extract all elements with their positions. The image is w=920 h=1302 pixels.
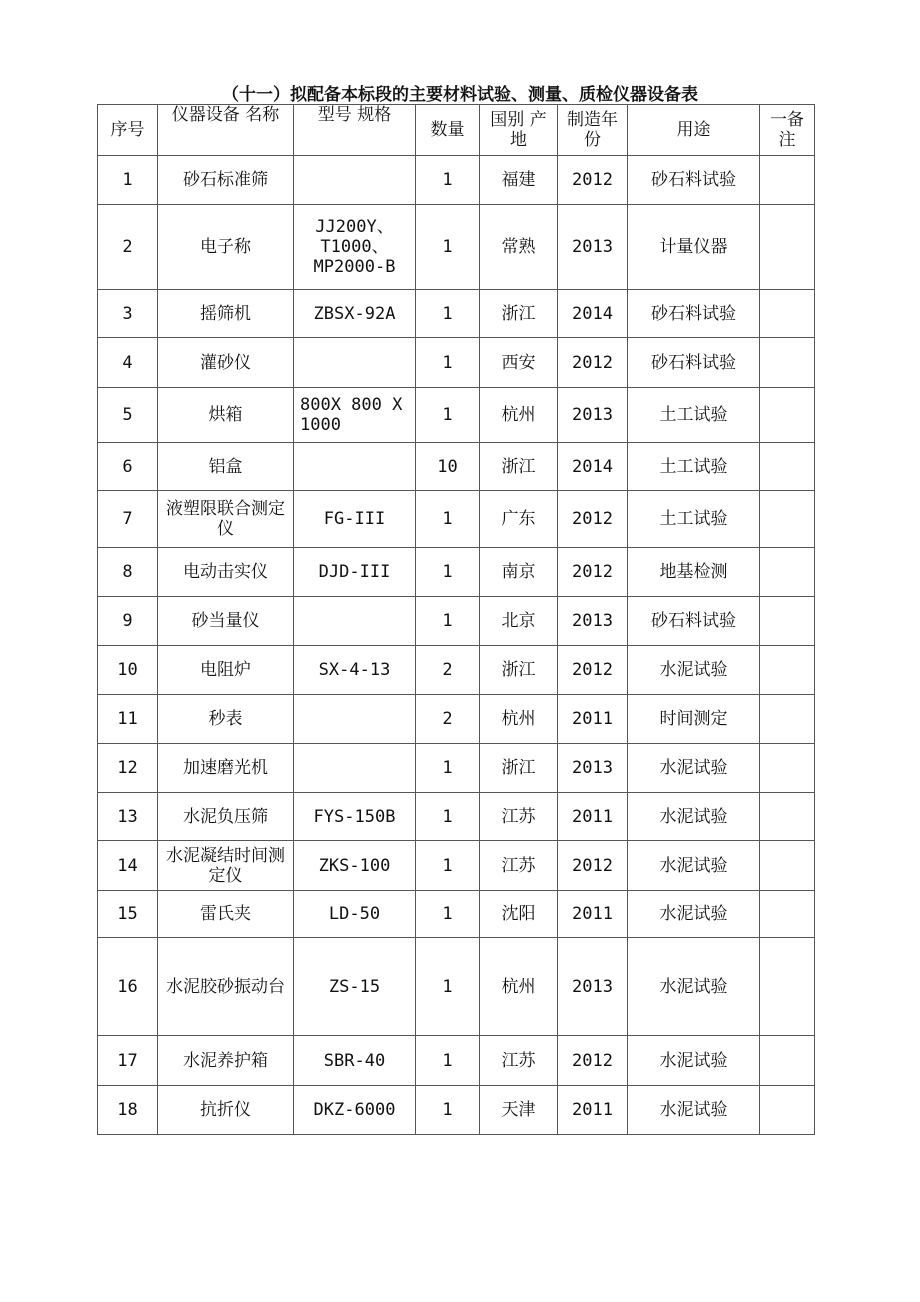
table-row <box>98 891 815 938</box>
table-row <box>98 597 815 646</box>
cell-model <box>294 338 416 388</box>
cell-year: 2014 <box>558 443 628 491</box>
cell-no: 15 <box>98 891 158 938</box>
cell-qty: 2 <box>416 695 480 744</box>
cell-name: 烘箱 <box>158 388 294 443</box>
cell-qty: 1 <box>416 205 480 290</box>
cell-remark <box>760 338 815 388</box>
cell-remark <box>760 695 815 744</box>
cell-origin: 福建 <box>480 156 558 205</box>
cell-name: 砂石标准筛 <box>158 156 294 205</box>
cell-use: 砂石料试验 <box>628 597 760 646</box>
cell-origin: 广东 <box>480 491 558 548</box>
cell-year: 2012 <box>558 156 628 205</box>
cell-name: 灌砂仪 <box>158 338 294 388</box>
table-row <box>98 646 815 695</box>
table-title: （十一）拟配备本标段的主要材料试验、测量、质检仪器设备表 <box>222 85 698 105</box>
cell-model <box>294 597 416 646</box>
table-row <box>98 695 815 744</box>
cell-model: SBR-40 <box>294 1036 416 1086</box>
cell-no: 11 <box>98 695 158 744</box>
cell-use: 水泥试验 <box>628 793 760 841</box>
cell-model <box>294 695 416 744</box>
cell-no: 4 <box>98 338 158 388</box>
header-name: 仪器设备 名称 <box>158 105 294 156</box>
cell-no: 8 <box>98 548 158 597</box>
cell-name: 抗折仪 <box>158 1086 294 1135</box>
cell-remark <box>760 793 815 841</box>
cell-name: 雷氏夹 <box>158 891 294 938</box>
table-row <box>98 841 815 891</box>
cell-qty: 1 <box>416 744 480 793</box>
cell-name: 电阻炉 <box>158 646 294 695</box>
cell-year: 2014 <box>558 290 628 338</box>
cell-remark <box>760 646 815 695</box>
cell-remark <box>760 841 815 891</box>
cell-no: 10 <box>98 646 158 695</box>
table-row <box>98 1036 815 1086</box>
cell-name: 水泥胶砂振动台 <box>158 938 294 1036</box>
cell-use: 地基检测 <box>628 548 760 597</box>
cell-origin: 天津 <box>480 1086 558 1135</box>
cell-qty: 1 <box>416 156 480 205</box>
cell-year: 2013 <box>558 938 628 1036</box>
cell-qty: 1 <box>416 338 480 388</box>
cell-remark <box>760 938 815 1036</box>
cell-use: 水泥试验 <box>628 646 760 695</box>
cell-year: 2011 <box>558 695 628 744</box>
cell-origin: 西安 <box>480 338 558 388</box>
cell-use: 砂石料试验 <box>628 338 760 388</box>
cell-year: 2012 <box>558 841 628 891</box>
cell-model: SX-4-13 <box>294 646 416 695</box>
cell-name: 铝盒 <box>158 443 294 491</box>
header-origin: 国别 产地 <box>480 105 558 156</box>
cell-remark <box>760 156 815 205</box>
table-row <box>98 744 815 793</box>
header-no: 序号 <box>98 105 158 156</box>
cell-use: 水泥试验 <box>628 1086 760 1135</box>
cell-year: 2012 <box>558 1036 628 1086</box>
cell-qty: 1 <box>416 1086 480 1135</box>
cell-model: DKZ-6000 <box>294 1086 416 1135</box>
cell-year: 2012 <box>558 646 628 695</box>
cell-remark <box>760 891 815 938</box>
cell-name: 加速磨光机 <box>158 744 294 793</box>
cell-no: 18 <box>98 1086 158 1135</box>
cell-use: 时间测定 <box>628 695 760 744</box>
header-qty: 数量 <box>416 105 480 156</box>
cell-name: 砂当量仪 <box>158 597 294 646</box>
cell-name: 水泥养护箱 <box>158 1036 294 1086</box>
cell-remark <box>760 1036 815 1086</box>
cell-qty: 1 <box>416 290 480 338</box>
cell-origin: 浙江 <box>480 646 558 695</box>
cell-name: 电动击实仪 <box>158 548 294 597</box>
cell-qty: 1 <box>416 841 480 891</box>
equipment-table <box>97 104 815 1135</box>
table-row <box>98 290 815 338</box>
table-row <box>98 793 815 841</box>
cell-no: 3 <box>98 290 158 338</box>
header-year: 制造年份 <box>558 105 628 156</box>
cell-qty: 1 <box>416 938 480 1036</box>
cell-use: 水泥试验 <box>628 891 760 938</box>
cell-remark <box>760 597 815 646</box>
table-body <box>98 156 815 1135</box>
cell-year: 2013 <box>558 388 628 443</box>
cell-no: 1 <box>98 156 158 205</box>
cell-use: 土工试验 <box>628 491 760 548</box>
cell-year: 2012 <box>558 338 628 388</box>
cell-model: ZKS-100 <box>294 841 416 891</box>
cell-use: 水泥试验 <box>628 744 760 793</box>
cell-origin: 浙江 <box>480 443 558 491</box>
cell-year: 2011 <box>558 1086 628 1135</box>
cell-qty: 10 <box>416 443 480 491</box>
cell-name: 电子称 <box>158 205 294 290</box>
cell-origin: 杭州 <box>480 695 558 744</box>
cell-model <box>294 443 416 491</box>
cell-qty: 2 <box>416 646 480 695</box>
cell-qty: 1 <box>416 388 480 443</box>
table-row <box>98 338 815 388</box>
cell-no: 14 <box>98 841 158 891</box>
cell-use: 水泥试验 <box>628 841 760 891</box>
cell-qty: 1 <box>416 548 480 597</box>
cell-origin: 浙江 <box>480 744 558 793</box>
cell-year: 2012 <box>558 491 628 548</box>
cell-remark <box>760 744 815 793</box>
cell-qty: 1 <box>416 891 480 938</box>
cell-qty: 1 <box>416 1036 480 1086</box>
cell-use: 计量仪器 <box>628 205 760 290</box>
cell-name: 摇筛机 <box>158 290 294 338</box>
cell-origin: 常熟 <box>480 205 558 290</box>
cell-year: 2013 <box>558 597 628 646</box>
cell-no: 13 <box>98 793 158 841</box>
cell-no: 7 <box>98 491 158 548</box>
cell-use: 水泥试验 <box>628 1036 760 1086</box>
cell-no: 5 <box>98 388 158 443</box>
cell-qty: 1 <box>416 793 480 841</box>
table-row <box>98 205 815 290</box>
cell-year: 2011 <box>558 891 628 938</box>
cell-model <box>294 156 416 205</box>
cell-year: 2013 <box>558 205 628 290</box>
cell-year: 2012 <box>558 548 628 597</box>
cell-qty: 1 <box>416 491 480 548</box>
cell-model: ZBSX-92A <box>294 290 416 338</box>
cell-origin: 沈阳 <box>480 891 558 938</box>
cell-use: 砂石料试验 <box>628 290 760 338</box>
cell-use: 水泥试验 <box>628 938 760 1036</box>
cell-use: 土工试验 <box>628 388 760 443</box>
cell-name: 水泥负压筛 <box>158 793 294 841</box>
table-row <box>98 1086 815 1135</box>
cell-model: ZS-15 <box>294 938 416 1036</box>
cell-origin: 江苏 <box>480 793 558 841</box>
cell-name: 秒表 <box>158 695 294 744</box>
cell-model: FYS-150B <box>294 793 416 841</box>
table-row <box>98 443 815 491</box>
cell-no: 6 <box>98 443 158 491</box>
cell-origin: 杭州 <box>480 388 558 443</box>
cell-model: JJ200Y、T1000、MP2000-B <box>294 205 416 290</box>
cell-year: 2011 <box>558 793 628 841</box>
cell-remark <box>760 290 815 338</box>
cell-no: 16 <box>98 938 158 1036</box>
cell-origin: 南京 <box>480 548 558 597</box>
cell-remark <box>760 548 815 597</box>
cell-year: 2013 <box>558 744 628 793</box>
header-model: 型号 规格 <box>294 105 416 156</box>
cell-remark <box>760 205 815 290</box>
table-row <box>98 388 815 443</box>
cell-no: 2 <box>98 205 158 290</box>
cell-remark <box>760 443 815 491</box>
cell-no: 12 <box>98 744 158 793</box>
cell-model: LD-50 <box>294 891 416 938</box>
cell-origin: 浙江 <box>480 290 558 338</box>
cell-no: 17 <box>98 1036 158 1086</box>
table-row <box>98 548 815 597</box>
cell-model: FG-III <box>294 491 416 548</box>
table-row <box>98 938 815 1036</box>
cell-use: 土工试验 <box>628 443 760 491</box>
cell-model: 800X 800 X 1000 <box>294 388 416 443</box>
cell-qty: 1 <box>416 597 480 646</box>
cell-origin: 江苏 <box>480 1036 558 1086</box>
header-row <box>98 105 815 156</box>
cell-remark <box>760 1086 815 1135</box>
cell-model <box>294 744 416 793</box>
header-remark: 一备注 <box>760 105 815 156</box>
cell-remark <box>760 388 815 443</box>
cell-use: 砂石料试验 <box>628 156 760 205</box>
table-row <box>98 491 815 548</box>
cell-name: 液塑限联合测定仪 <box>158 491 294 548</box>
header-use: 用途 <box>628 105 760 156</box>
cell-origin: 杭州 <box>480 938 558 1036</box>
cell-no: 9 <box>98 597 158 646</box>
cell-name: 水泥凝结时间测定仪 <box>158 841 294 891</box>
cell-origin: 江苏 <box>480 841 558 891</box>
cell-model: DJD-III <box>294 548 416 597</box>
cell-origin: 北京 <box>480 597 558 646</box>
table-row <box>98 156 815 205</box>
cell-remark <box>760 491 815 548</box>
